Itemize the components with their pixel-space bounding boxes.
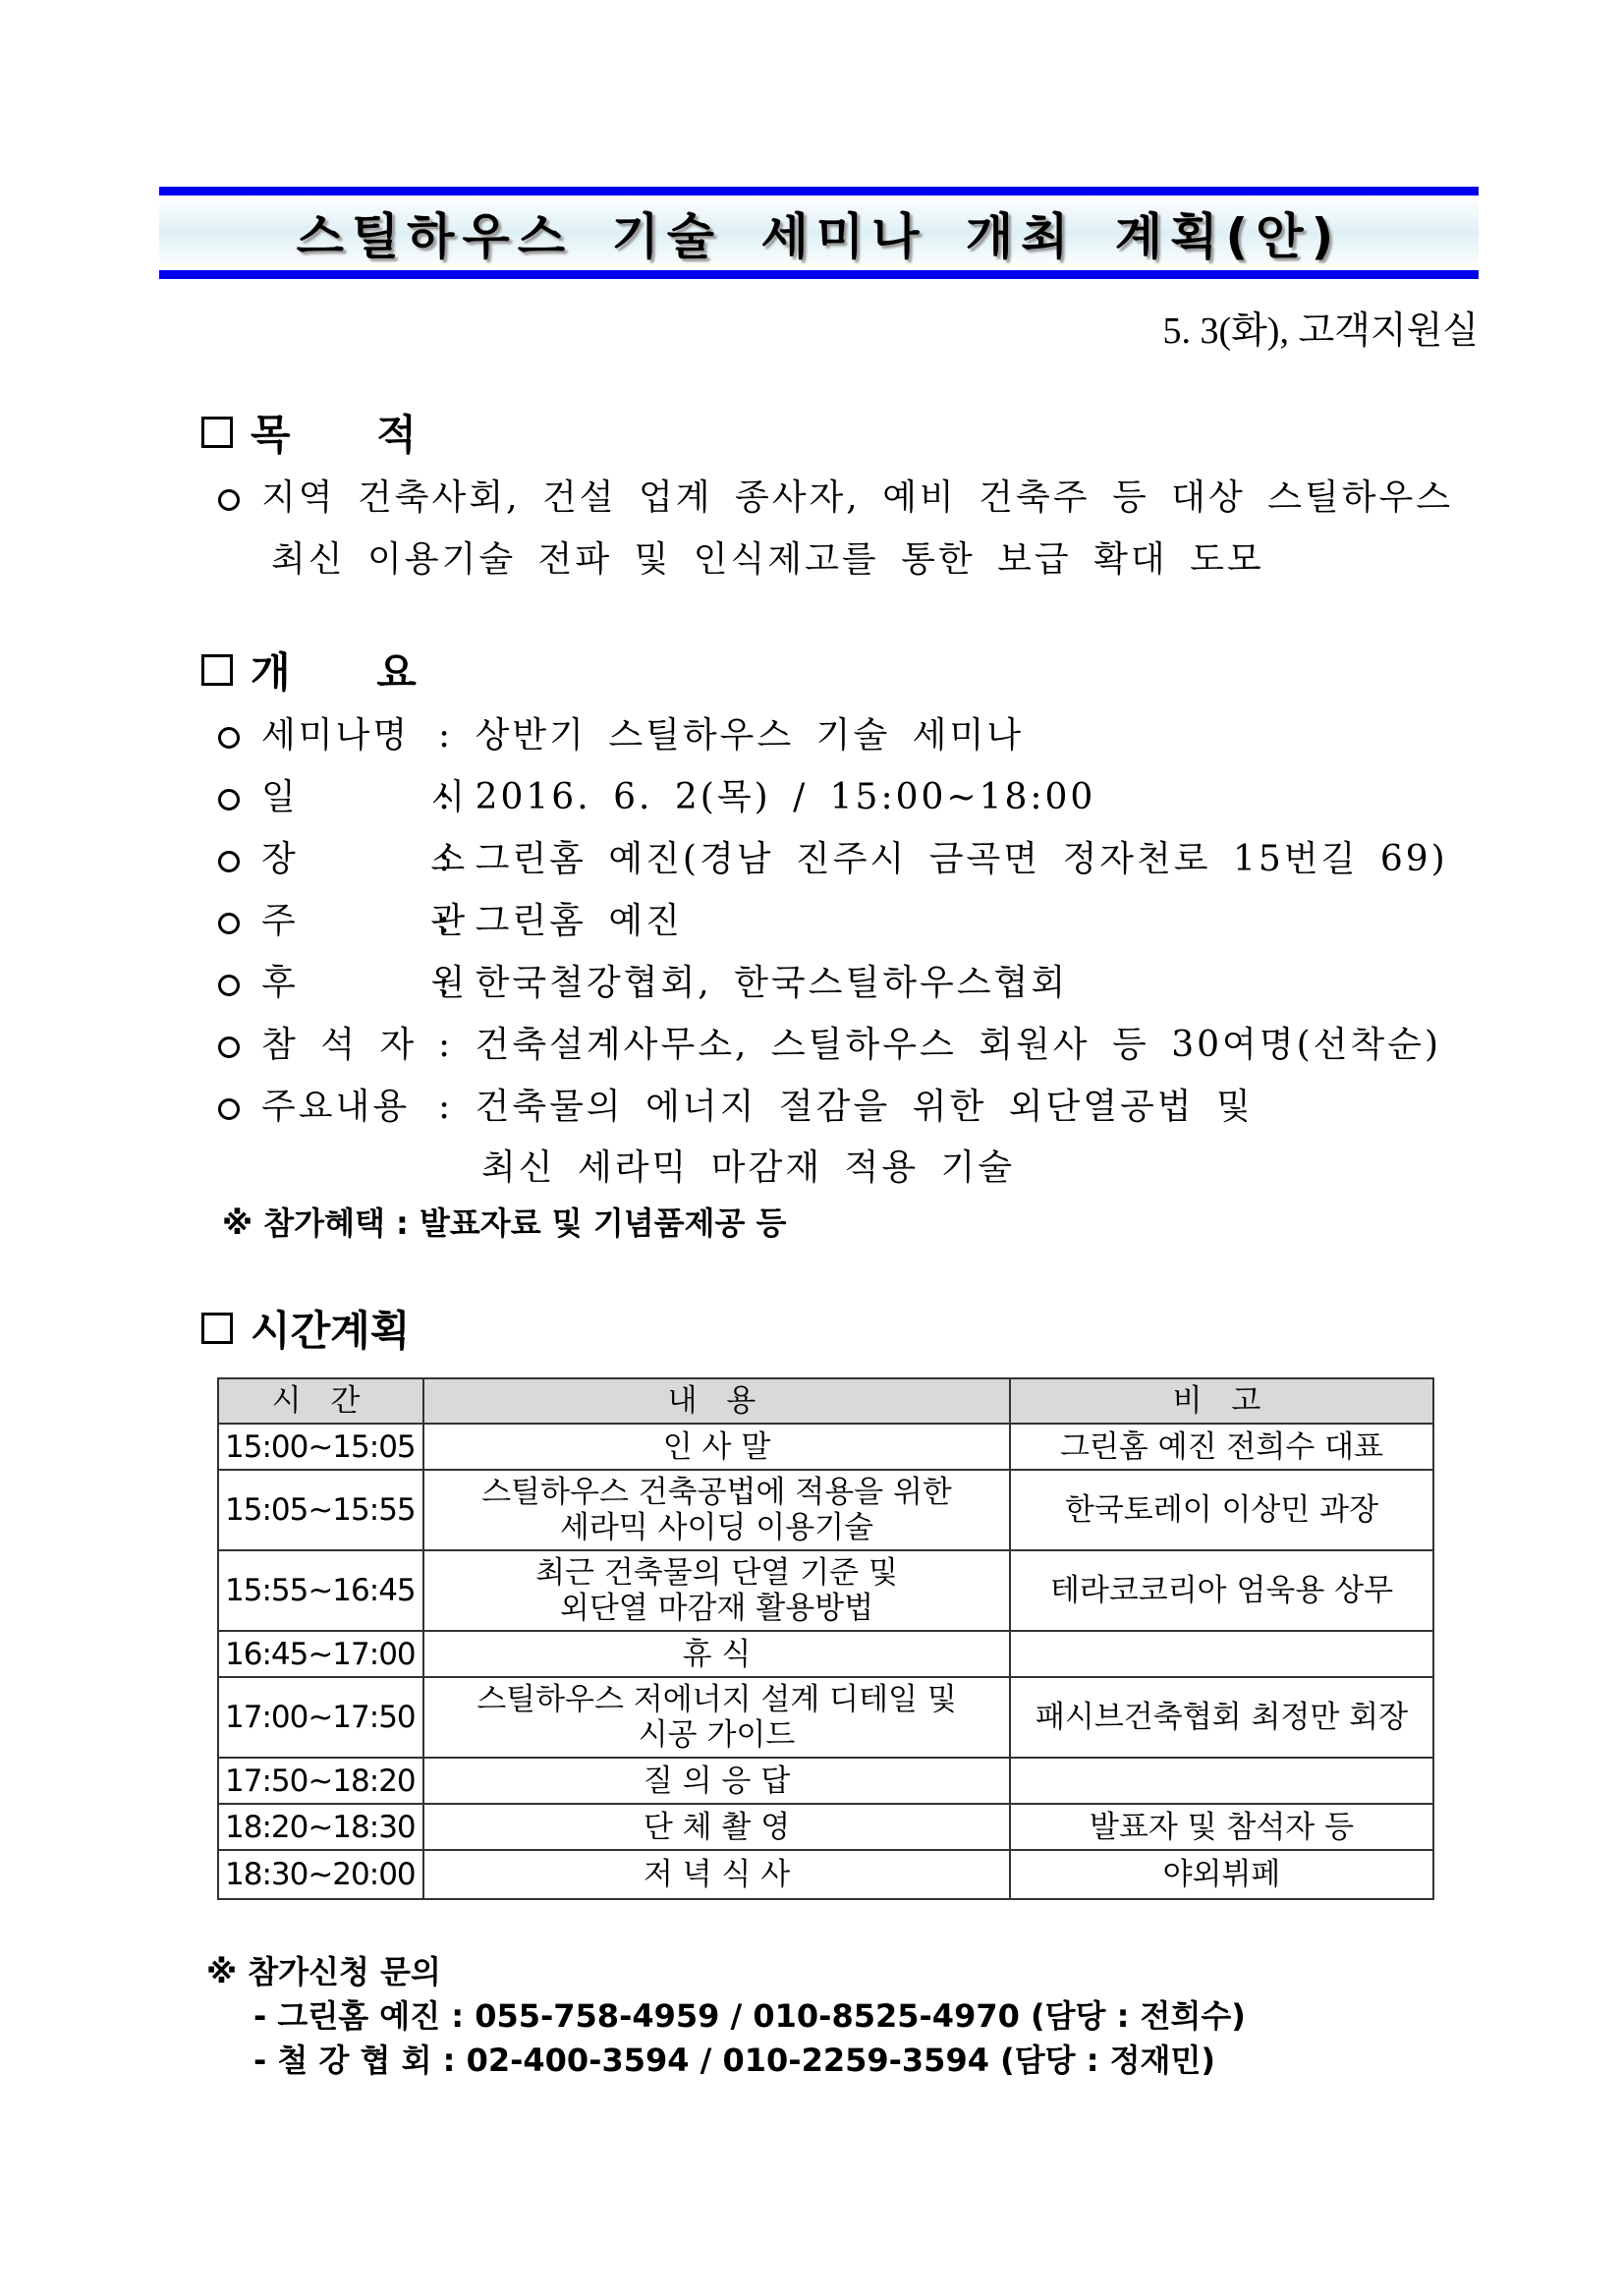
checkbox-square-icon bbox=[201, 654, 233, 686]
schedule-table bbox=[217, 1377, 1434, 1900]
table-row bbox=[218, 1758, 1433, 1804]
circle-bullet-icon bbox=[218, 1098, 240, 1120]
overview-item bbox=[218, 769, 1095, 819]
heading-text: 시간계획 bbox=[251, 1307, 411, 1355]
cell-time: 15:00~15:05 bbox=[218, 1424, 423, 1470]
item-label: 세미나명 bbox=[261, 715, 411, 756]
section-schedule-heading bbox=[201, 1299, 410, 1358]
circle-bullet-icon bbox=[218, 1036, 240, 1058]
cell-note: 패시브건축협회 최정만 회장 bbox=[1010, 1677, 1433, 1758]
table-row bbox=[218, 1850, 1433, 1899]
item-label: 주요내용 bbox=[261, 1087, 411, 1127]
circle-bullet-icon bbox=[218, 913, 240, 934]
overview-content-cont: 최신 세라믹 마감재 적용 기술 bbox=[481, 1148, 1016, 1188]
contact-line: - 그린홈 예진 : 055-758-4959 / 010-8525-4970 (담당 : 전희수) bbox=[253, 1997, 1246, 2035]
item-value: : 상반기 스틸하우스 기술 세미나 bbox=[438, 715, 1024, 756]
cell-content: 최근 건축물의 단열 기준 및 외단열 마감재 활용방법 bbox=[423, 1550, 1010, 1631]
table-row bbox=[218, 1424, 1433, 1470]
cell-time: 17:50~18:20 bbox=[218, 1758, 423, 1804]
item-label: 후 원 bbox=[261, 963, 469, 1003]
overview-item bbox=[218, 955, 1068, 1005]
purpose-line bbox=[218, 470, 1453, 520]
section-purpose-heading bbox=[201, 403, 417, 462]
purpose-line: 최신 이용기술 전파 및 인식제고를 통한 보급 확대 도모 bbox=[271, 539, 1264, 580]
cell-note: 발표자 및 참석자 등 bbox=[1010, 1804, 1433, 1850]
document-title: 스틸하우스 기술 세미나 개최 계획(안) bbox=[296, 208, 1342, 265]
col-header-note: 비 고 bbox=[1010, 1378, 1433, 1424]
cell-time: 17:00~17:50 bbox=[218, 1677, 423, 1758]
item-label: 장 소 bbox=[261, 839, 469, 879]
cell-time: 15:55~16:45 bbox=[218, 1550, 423, 1631]
cell-time: 15:05~15:55 bbox=[218, 1470, 423, 1550]
cell-content: 인 사 말 bbox=[423, 1424, 1010, 1470]
cell-time: 18:30~20:00 bbox=[218, 1850, 423, 1899]
cell-content: 질 의 응 답 bbox=[423, 1758, 1010, 1804]
cell-note: 한국토레이 이상민 과장 bbox=[1010, 1470, 1433, 1550]
col-header-time: 시 간 bbox=[218, 1378, 423, 1424]
cell-content: 스틸하우스 건축공법에 적용을 위한 세라믹 사이딩 이용기술 bbox=[423, 1470, 1010, 1550]
cell-content: 저 녁 식 사 bbox=[423, 1850, 1010, 1899]
cell-content: 휴 식 bbox=[423, 1631, 1010, 1677]
item-value: : 건축설계사무소, 스틸하우스 회원사 등 30여명(선착순) bbox=[438, 1025, 1441, 1065]
item-label: 주 관 bbox=[261, 901, 469, 941]
item-value: : 한국철강협회, 한국스틸하우스협회 bbox=[438, 963, 1069, 1003]
heading-text: 개 요 bbox=[251, 648, 417, 697]
item-label: 참 석 자 bbox=[261, 1025, 418, 1065]
section-overview-heading bbox=[201, 641, 417, 700]
table-row bbox=[218, 1804, 1433, 1850]
cell-note bbox=[1010, 1631, 1433, 1677]
col-header-content: 내 용 bbox=[423, 1378, 1010, 1424]
cell-note: 야외뷔페 bbox=[1010, 1850, 1433, 1899]
table-row bbox=[218, 1470, 1433, 1550]
checkbox-square-icon bbox=[201, 417, 233, 448]
overview-item bbox=[218, 1079, 1254, 1129]
circle-bullet-icon bbox=[218, 489, 240, 511]
overview-item bbox=[218, 893, 683, 943]
table-row bbox=[218, 1677, 1433, 1758]
overview-item bbox=[218, 831, 1448, 881]
contact-heading: ※ 참가신청 문의 bbox=[206, 1953, 441, 1990]
item-label: 일 시 bbox=[261, 777, 469, 817]
cell-note: 그린홈 예진 전희수 대표 bbox=[1010, 1424, 1433, 1470]
cell-note bbox=[1010, 1758, 1433, 1804]
cell-content: 스틸하우스 저에너지 설계 디테일 및 시공 가이드 bbox=[423, 1677, 1010, 1758]
item-value: : 그린홈 예진(경남 진주시 금곡면 정자천로 15번길 69) bbox=[438, 839, 1448, 879]
item-value: : 2016. 6. 2(목) / 15:00~18:00 bbox=[438, 777, 1096, 817]
heading-text: 목 적 bbox=[251, 411, 417, 459]
circle-bullet-icon bbox=[218, 727, 240, 749]
cell-time: 16:45~17:00 bbox=[218, 1631, 423, 1677]
item-value: : 건축물의 에너지 절감을 위한 외단열공법 및 bbox=[438, 1087, 1254, 1127]
circle-bullet-icon bbox=[218, 789, 240, 811]
contact-line: - 철 강 협 회 : 02-400-3594 / 010-2259-3594 (담당 : 정재민) bbox=[253, 2042, 1216, 2079]
title-banner bbox=[159, 187, 1479, 279]
item-value: : 그린홈 예진 bbox=[438, 901, 683, 941]
checkbox-square-icon bbox=[201, 1313, 233, 1344]
table-row bbox=[218, 1550, 1433, 1631]
table-row bbox=[218, 1631, 1433, 1677]
cell-content: 단 체 촬 영 bbox=[423, 1804, 1010, 1850]
circle-bullet-icon bbox=[218, 975, 240, 996]
circle-bullet-icon bbox=[218, 851, 240, 872]
purpose-text: 지역 건축사회, 건설 업계 종사자, 예비 건축주 등 대상 스틸하우스 bbox=[261, 477, 1454, 518]
cell-time: 18:20~18:30 bbox=[218, 1804, 423, 1850]
cell-note: 테라코코리아 엄욱용 상무 bbox=[1010, 1550, 1433, 1631]
benefit-note: ※ 참가혜택 : 발표자료 및 기념품제공 등 bbox=[222, 1204, 787, 1242]
date-line: 5. 3(화), 고객지원실 bbox=[1162, 310, 1479, 352]
overview-item bbox=[218, 707, 1024, 757]
overview-item bbox=[218, 1017, 1441, 1067]
